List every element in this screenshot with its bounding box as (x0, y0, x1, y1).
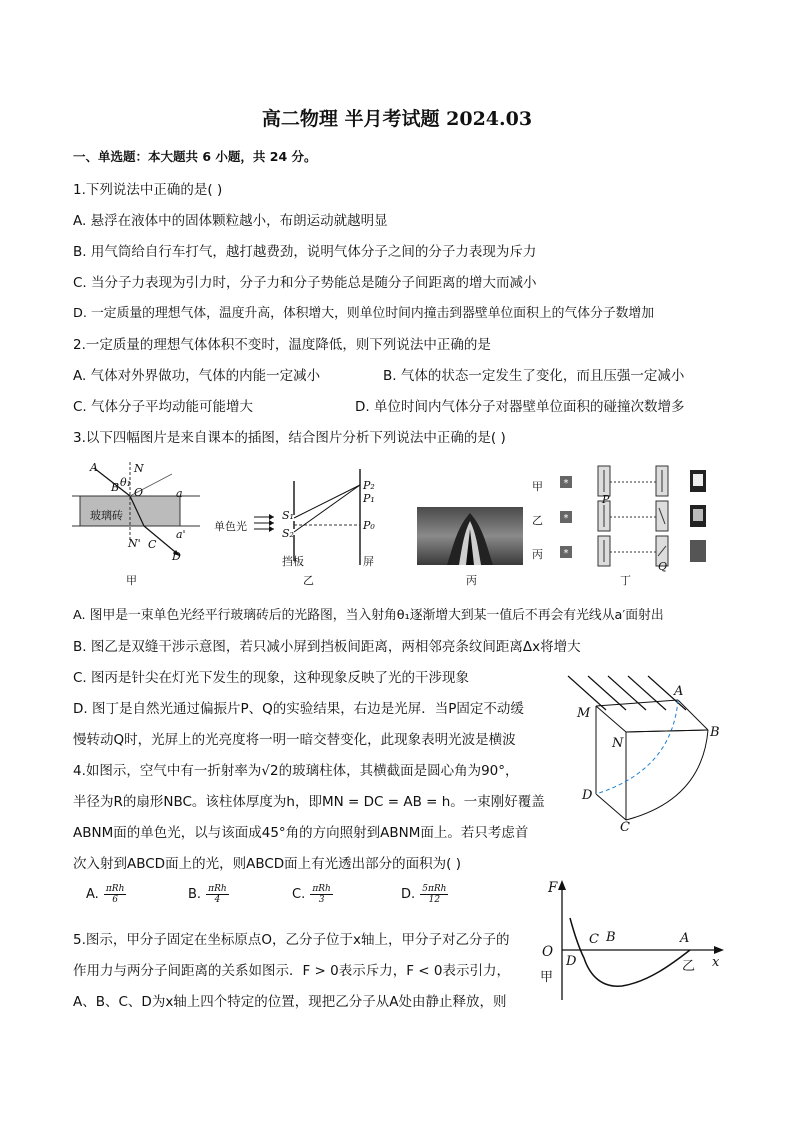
q3-option-c: C. 图丙是针尖在灯光下发生的现象，这种现象反映了光的干涉现象 (73, 670, 470, 686)
q5-fig-label-b: B (606, 930, 616, 945)
q3-stem: 3.以下四幅图片是来自课本的插图，结合图片分析下列说法中正确的是( ) (73, 430, 506, 446)
jia-label-d: D (172, 550, 181, 563)
jia-label-n-prime: N' (128, 537, 141, 550)
ding-label-p: P (602, 493, 610, 506)
ding-row-jia: 甲 (532, 480, 543, 493)
q5-line2: 作用力与两分子间距离的关系如图示．F > 0表示斥力，F < 0表示引力， (73, 963, 510, 979)
q1-option-d: D. 一定质量的理想气体，温度升高，体积增大，则单位时间内撞击到器壁单位面积上的气体分子数增加 (73, 306, 655, 321)
q4-line3: ABNM面的单色光，以与该面成45°角的方向照射到ABNM面上。若只考虑首 (73, 825, 529, 841)
q3-option-b: B. 图乙是双缝干涉示意图，若只减小屏到挡板间距离，两相邻亮条纹间距离Δx将增大 (73, 639, 581, 655)
q4-fig-label-m: M (577, 706, 591, 721)
q5-fig-label-a: A (680, 931, 690, 946)
q5-line1: 5.图示，甲分子固定在坐标原点O，乙分子位于x轴上，甲分子对乙分子的 (73, 932, 510, 948)
q1-option-a: A. 悬浮在液体中的固体颗粒越小，布朗运动就越明显 (73, 213, 388, 229)
q3-option-d-line1: D. 图丁是自然光通过偏振片P、Q的实验结果，右边是光屏．当P固定不动缓 (73, 701, 524, 717)
jia-label-o: O (134, 486, 144, 499)
q4-option-c: C. πRh 3 (292, 884, 331, 905)
yi-label-p0: P₀ (363, 519, 375, 532)
yi-label-baffle: 挡板 (282, 555, 304, 568)
q4-line1: 4.如图示，空气中有一折射率为√2的玻璃柱体，其横截面是圆心角为90°， (73, 763, 519, 779)
jia-label-b: B (111, 481, 120, 494)
q3-option-a: A. 图甲是一束单色光经平行玻璃砖后的光路图，当入射角θ₁逐渐增大到某一值后不再会有光线从a′面射出 (73, 608, 664, 623)
yi-label-p2: P₂ (363, 479, 375, 492)
q4-line2: 半径为R的扇形NBC。该柱体厚度为h，即MN = DC = AB = h。一束刚好覆盖 (73, 794, 545, 810)
q1-option-b: B. 用气筒给自行车打气，越打越费劲，说明气体分子之间的分子力表现为斥力 (73, 244, 537, 260)
ding-row-yi: 乙 (532, 514, 543, 527)
caption-ding: 丁 (620, 574, 631, 587)
page-title: 高二物理 半月考试题 2024.03 (261, 108, 533, 130)
ding-row-bing: 丙 (532, 548, 543, 561)
q4-fig-label-a: A (674, 684, 684, 699)
jia-label-n: N (134, 462, 144, 475)
q3-option-d-line2: 慢转动Q时，光屏上的光亮度将一明一暗交替变化，此现象表明光波是横波 (73, 732, 516, 748)
svg-text:*: * (563, 478, 569, 489)
q2-option-a: A. 气体对外界做功，气体的内能一定减小 (73, 368, 321, 384)
yi-label-s1: S₁ (282, 509, 294, 522)
jia-label-a: A (90, 461, 98, 474)
yi-label-screen: 屏 (363, 555, 374, 568)
q4-fig-label-n: N (612, 736, 624, 751)
figure-yi-double-slit (250, 465, 380, 565)
q5-fig-label-c: C (589, 932, 599, 947)
q5-fig-label-yi: 乙 (682, 959, 696, 974)
caption-yi: 乙 (303, 574, 314, 587)
caption-bing: 丙 (466, 574, 477, 587)
q1-stem: 1.下列说法中正确的是( ) (73, 182, 223, 198)
figure-bing-needle-diffraction (417, 507, 523, 565)
q2-stem: 2.一定质量的理想气体体积不变时，温度降低，则下列说法中正确的是 (73, 337, 491, 353)
q5-fig-label-x: x (712, 955, 720, 970)
q5-fig-label-f: F (548, 880, 558, 896)
q5-fig-label-d: D (566, 954, 577, 969)
section-heading: 一、单选题：本大题共 6 小题，共 24 分。 (73, 149, 317, 164)
ding-label-q: Q (658, 560, 668, 573)
jia-label-a-small: a (176, 487, 183, 500)
figure-q5-force-graph (540, 878, 730, 1008)
q4-line4: 次入射到ABCD面上的光，则ABCD面上有光透出部分的面积为( ) (73, 856, 461, 872)
jia-label-c: C (148, 538, 157, 551)
q5-line3: A、B、C、D为x轴上四个特定的位置，现把乙分子从A处由静止释放，则 (73, 994, 507, 1010)
q5-fig-label-jia: 甲 (540, 970, 554, 985)
jia-label-theta: θ₁ (120, 476, 132, 489)
q4-option-b: B. πRh 4 (188, 884, 227, 905)
q4-fig-label-b: B (710, 725, 720, 740)
q5-fig-label-o: O (542, 944, 554, 960)
jia-label-glass: 玻璃砖 (90, 509, 123, 522)
q4-fig-label-c: C (620, 820, 630, 835)
q2-option-c: C. 气体分子平均动能可能增大 (73, 399, 254, 415)
yi-label-s2: S₂ (282, 527, 294, 540)
q2-option-b: B. 气体的状态一定发生了变化，而且压强一定减小 (383, 368, 685, 384)
svg-text:*: * (563, 548, 569, 559)
svg-text:*: * (563, 513, 569, 524)
figure-q4-glass-sector (560, 670, 725, 840)
q4-option-d: D. 5πRh 12 (401, 884, 447, 905)
figure-ding-polarizers (548, 460, 718, 570)
caption-jia: 甲 (126, 574, 137, 587)
yi-label-light: 单色光 (214, 520, 247, 533)
jia-label-a-prime: a' (176, 528, 186, 541)
q1-option-c: C. 当分子力表现为引力时，分子力和分子势能总是随分子间距离的增大而减小 (73, 275, 537, 291)
q4-fig-label-d: D (582, 788, 593, 803)
q4-option-a: A. πRh 6 (86, 884, 125, 905)
q2-option-d: D. 单位时间内气体分子对器壁单位面积的碰撞次数增多 (355, 399, 685, 415)
yi-label-p1: P₁ (363, 492, 375, 505)
